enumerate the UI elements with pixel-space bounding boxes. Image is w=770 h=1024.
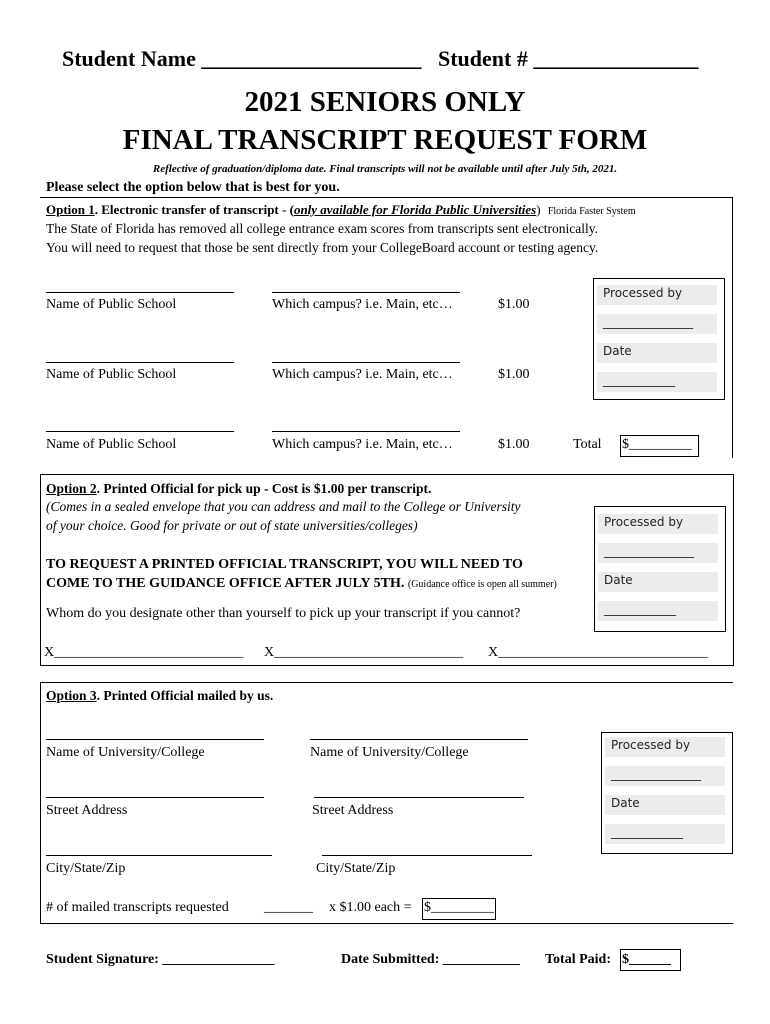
- designee-field-2[interactable]: X___________________________: [264, 645, 464, 660]
- date-submitted-field[interactable]: Date Submitted: ___________: [341, 952, 520, 967]
- option2-processed-by: Processed by: [598, 514, 718, 534]
- option1-line1: The State of Florida has removed all college entrance exam scores from transcripts sent electronically.: [46, 221, 599, 236]
- designee-field-1[interactable]: X___________________________: [44, 645, 244, 660]
- option3-processed-by-field[interactable]: _______________: [605, 766, 725, 786]
- option2-label: Option 2: [46, 481, 97, 496]
- option1-heading: [46, 202, 636, 218]
- option1-heading-text: . Electronic transfer of transcript - (: [94, 202, 294, 217]
- student-number-field[interactable]: Student # _______________: [438, 46, 699, 71]
- option1-price: $1.00: [498, 367, 530, 382]
- student-signature-field[interactable]: Student Signature: ________________: [46, 952, 275, 967]
- option3-label: Option 3: [46, 688, 97, 703]
- option2-request1: TO REQUEST A PRINTED OFFICIAL TRANSCRIPT, YOU WILL NEED TO: [46, 557, 523, 572]
- option1-system-note: Florida Faster System: [547, 206, 636, 217]
- option2-date-label: Date: [598, 572, 718, 592]
- mailed-count-field[interactable]: _______: [264, 900, 313, 915]
- option3-date-field[interactable]: ____________: [605, 824, 725, 844]
- option2-request-row: [46, 576, 557, 592]
- city-field-1[interactable]: City/State/Zip: [46, 861, 126, 876]
- option3-heading-text: . Printed Official mailed by us.: [96, 688, 274, 703]
- option3-date-label: Date: [605, 795, 725, 815]
- option2-line2: of your choice. Good for private or out of state universities/colleges): [46, 518, 418, 533]
- option1-price: $1.00: [498, 297, 530, 312]
- option1-price: $1.00: [498, 437, 530, 452]
- option1-campus-field[interactable]: Which campus? i.e. Main, etc…: [272, 367, 453, 382]
- select-prompt: Please select the option below that is best for you.: [46, 180, 340, 195]
- city-field-2[interactable]: City/State/Zip: [316, 861, 396, 876]
- option1-heading-emphasis: only available for Florida Public Universities: [293, 202, 537, 217]
- mailed-count-label: # of mailed transcripts requested: [46, 900, 229, 915]
- option1-label: Option 1: [46, 202, 95, 217]
- university-field-1[interactable]: Name of University/College: [46, 745, 205, 760]
- option1-line2: You will need to request that those be sent directly from your CollegeBoard account or testing agency.: [46, 240, 599, 255]
- option1-heading-end: ): [536, 202, 541, 217]
- option2-designate: Whom do you designate other than yourself to pick up your transcript if you cannot?: [46, 606, 521, 621]
- option1-total-value: $_________: [622, 437, 692, 452]
- total-paid-value: $______: [622, 952, 671, 967]
- option1-total-label: Total: [573, 437, 602, 452]
- designee-field-3[interactable]: X______________________________: [488, 645, 709, 660]
- option3-processed-by: Processed by: [605, 737, 725, 757]
- option2-heading-text: . Printed Official for pick up - Cost is $1.00 per transcript.: [96, 481, 432, 496]
- total-paid-label: Total Paid:: [545, 952, 611, 967]
- option2-line1: (Comes in a sealed envelope that you can address and mail to the College or University: [46, 499, 521, 514]
- street-field-1[interactable]: Street Address: [46, 803, 128, 818]
- student-name-field[interactable]: Student Name ____________________: [62, 46, 422, 71]
- option1-processed-by: Processed by: [597, 285, 717, 305]
- option2-date-field[interactable]: ____________: [598, 601, 718, 621]
- option2-processed-by-field[interactable]: _______________: [598, 543, 718, 563]
- option1-date-field[interactable]: ____________: [597, 372, 717, 392]
- option1-date-label: Date: [597, 343, 717, 363]
- option1-processed-by-field[interactable]: _______________: [597, 314, 717, 334]
- street-field-2[interactable]: Street Address: [312, 803, 394, 818]
- option1-school-field[interactable]: Name of Public School: [46, 367, 177, 382]
- title-line1: 2021 SENIORS ONLY: [244, 86, 526, 118]
- option1-school-field[interactable]: Name of Public School: [46, 297, 177, 312]
- option1-campus-field[interactable]: Which campus? i.e. Main, etc…: [272, 437, 453, 452]
- option2-request2: COME TO THE GUIDANCE OFFICE AFTER JULY 5TH.: [46, 576, 405, 591]
- option2-guidance-note: (Guidance office is open all summer): [407, 579, 557, 590]
- option3-heading: [46, 688, 273, 704]
- subtitle: Reflective of graduation/diploma date. Final transcripts will not be available until after July 5th, 2021.: [152, 163, 618, 175]
- option1-campus-field[interactable]: Which campus? i.e. Main, etc…: [272, 297, 453, 312]
- mailed-each-label: x $1.00 each =: [329, 900, 412, 915]
- option2-heading: [46, 481, 431, 497]
- university-field-2[interactable]: Name of University/College: [310, 745, 469, 760]
- title-line2: FINAL TRANSCRIPT REQUEST FORM: [122, 124, 648, 156]
- option1-school-field[interactable]: Name of Public School: [46, 437, 177, 452]
- mailed-total-value: $_________: [424, 900, 494, 915]
